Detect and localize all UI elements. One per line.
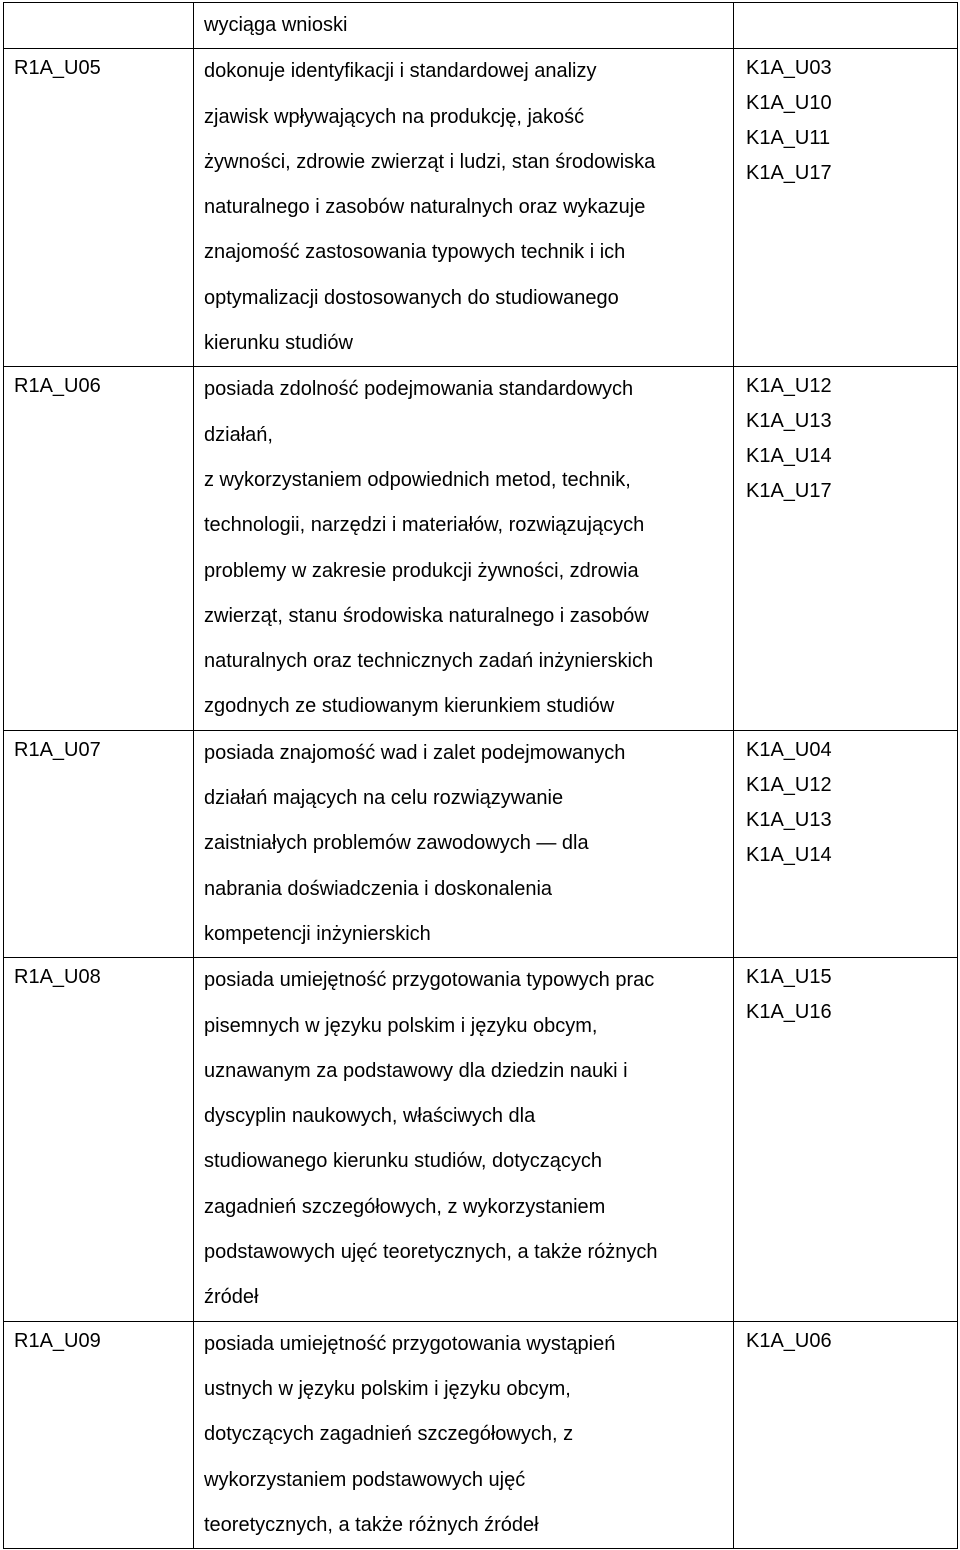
description-line: dokonuje identyfikacji i standardowej analizy [204, 60, 597, 83]
description-line: posiada umiejętność przygotowania wystąpień [204, 1332, 616, 1355]
table-body [4, 3, 958, 1549]
description-line: technologii, narzędzi i materiałów, rozwiązujących [204, 514, 645, 537]
description-line: pisemnych w języku polskim i języku obcym, [204, 1014, 598, 1037]
learning-outcomes-table [3, 2, 958, 1549]
description-line: dyscyplin naukowych, właściwych dla [204, 1105, 536, 1128]
outcome-description-cell [194, 3, 734, 49]
outcome-code: R1A_U07 [14, 738, 101, 761]
description-line: działań, [204, 423, 273, 446]
outcome-code: R1A_U06 [14, 375, 101, 398]
ref-code: K1A_U15 [746, 966, 832, 989]
outcome-refs-cell [734, 3, 958, 49]
description-line: zagadnień szczegółowych, z wykorzystaniem [204, 1195, 606, 1218]
ref-code: K1A_U16 [746, 1001, 832, 1024]
outcome-code-cell [4, 1321, 194, 1548]
outcome-code: R1A_U09 [14, 1329, 101, 1352]
table-row [4, 958, 958, 1321]
outcome-refs-cell [734, 1321, 958, 1548]
description-line: optymalizacji dostosowanych do studiowanego [204, 286, 619, 309]
outcome-code-cell [4, 49, 194, 367]
table-row [4, 1321, 958, 1548]
description-line: posiada znajomość wad i zalet podejmowanych [204, 741, 626, 764]
outcome-code-cell [4, 367, 194, 730]
outcome-refs-cell [734, 958, 958, 1321]
outcome-refs-cell [734, 367, 958, 730]
description-line: znajomość zastosowania typowych technik i ich [204, 241, 626, 264]
ref-code: K1A_U13 [746, 410, 832, 433]
outcome-code-cell [4, 3, 194, 49]
table-row [4, 49, 958, 367]
description-line: problemy w zakresie produkcji żywności, zdrowia [204, 559, 639, 582]
description-line: naturalnych oraz technicznych zadań inżynierskich [204, 650, 654, 673]
outcome-refs-cell [734, 730, 958, 957]
outcome-description-cell [194, 958, 734, 1321]
description-line: wykorzystaniem podstawowych ujęć [204, 1468, 526, 1491]
ref-code: K1A_U17 [746, 480, 832, 503]
table-row [4, 730, 958, 957]
outcome-refs-cell [734, 49, 958, 367]
description-line: z wykorzystaniem odpowiednich metod, technik, [204, 468, 631, 491]
ref-code: K1A_U11 [746, 127, 831, 150]
description-line: żywności, zdrowie zwierząt i ludzi, stan środowiska [204, 150, 656, 173]
outcome-description-cell [194, 367, 734, 730]
ref-code: K1A_U03 [746, 57, 832, 80]
ref-code: K1A_U12 [746, 773, 832, 796]
ref-code: K1A_U12 [746, 375, 832, 398]
description-line: podstawowych ujęć teoretycznych, a także różnych [204, 1241, 658, 1264]
description-line: nabrania doświadczenia i doskonalenia [204, 877, 553, 900]
ref-code: K1A_U14 [746, 843, 832, 866]
outcome-code: R1A_U05 [14, 57, 101, 80]
ref-code: K1A_U13 [746, 808, 832, 831]
outcome-description-cell [194, 49, 734, 367]
ref-code: K1A_U06 [746, 1329, 832, 1352]
description-line: zjawisk wpływających na produkcję, jakość [204, 105, 585, 128]
description-line: ustnych w języku polskim i języku obcym, [204, 1377, 571, 1400]
table-row [4, 3, 958, 49]
description-line: posiada zdolność podejmowania standardowych [204, 378, 634, 401]
description-line: zaistniałych problemów zawodowych — dla [204, 832, 589, 855]
description-line: działań mających na celu rozwiązywanie [204, 787, 564, 810]
description-line: kompetencji inżynierskich [204, 922, 431, 945]
description-line: wyciąga wnioski [204, 14, 348, 36]
description-line: zwierząt, stanu środowiska naturalnego i zasobów [204, 604, 649, 627]
description-line: posiada umiejętność przygotowania typowych prac [204, 969, 655, 992]
outcome-description-cell [194, 1321, 734, 1548]
description-line: uznawanym za podstawowy dla dziedzin nauki i [204, 1059, 628, 1082]
table-row [4, 367, 958, 730]
outcome-code-cell [4, 730, 194, 957]
description-line: zgodnych ze studiowanym kierunkiem studiów [204, 695, 615, 718]
description-line: dotyczących zagadnień szczegółowych, z [204, 1423, 574, 1446]
description-line: naturalnego i zasobów naturalnych oraz wykazuje [204, 196, 646, 219]
description-line: studiowanego kierunku studiów, dotyczących [204, 1150, 603, 1173]
ref-code: K1A_U14 [746, 445, 832, 468]
outcome-description-cell [194, 730, 734, 957]
description-line: teoretycznych, a także różnych źródeł [204, 1513, 539, 1536]
outcome-code-cell [4, 958, 194, 1321]
outcome-code: R1A_U08 [14, 966, 101, 989]
ref-code: K1A_U10 [746, 92, 832, 115]
ref-code: K1A_U04 [746, 738, 832, 761]
description-line: kierunku studiów [204, 332, 353, 355]
ref-code: K1A_U17 [746, 162, 832, 185]
description-line: źródeł [204, 1286, 259, 1309]
